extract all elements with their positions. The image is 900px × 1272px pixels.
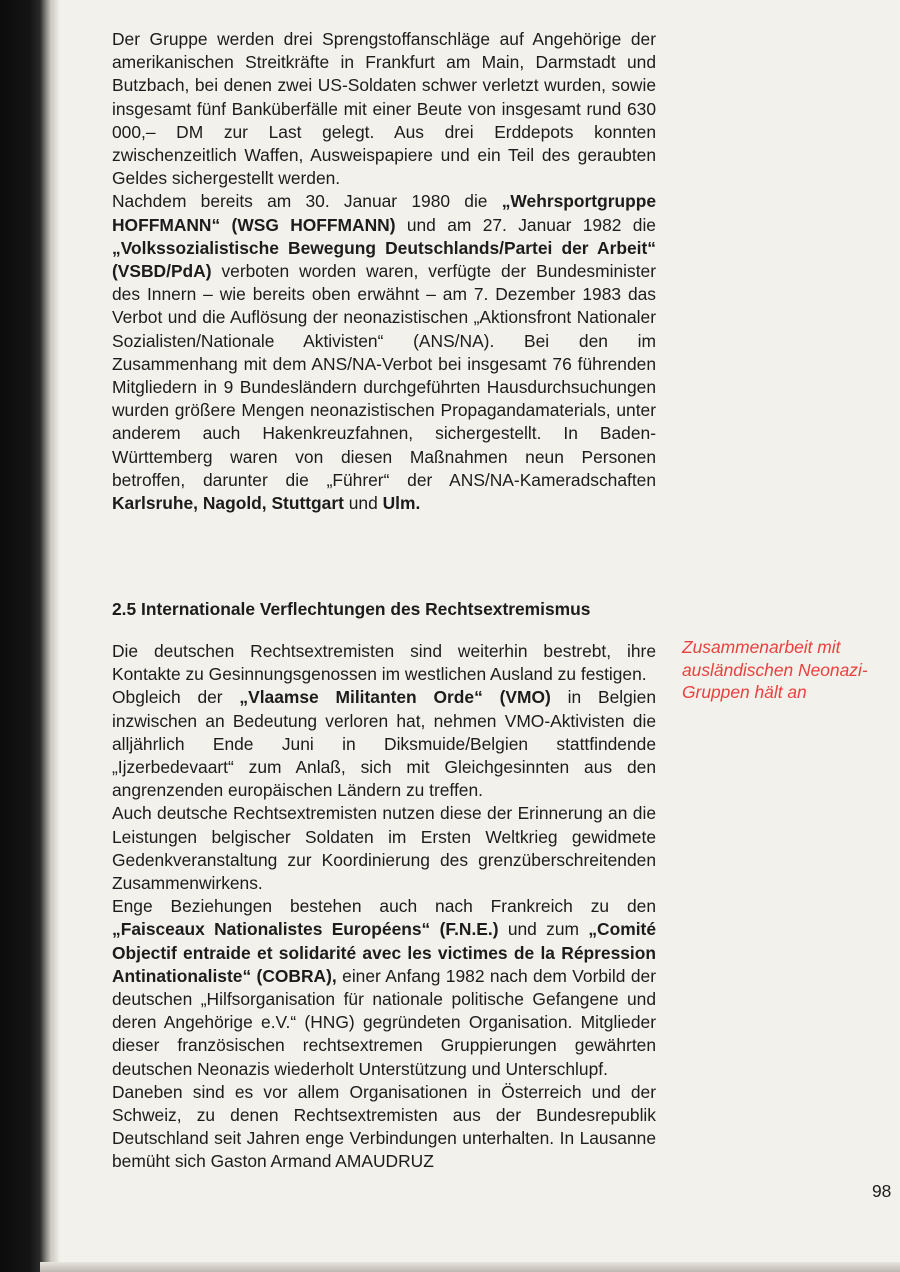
org-cobra: „Comité Objectif entraide et solidarité avec les victimes de la Répression Antinationaliste“ (COBRA), (112, 919, 656, 986)
paragraph-vmo: Obgleich der „Vlaamse Militanten Orde“ (VMO) in Belgien inzwischen an Bedeutung verloren hat, nehmen VMO-Aktivisten die alljährlich Ende Juni in Diksmuide/Belgien stattfindende „Ijzerbedevaart“ zum Anlaß, sich mit Gleichgesinnten aus den angrenzenden europäischen Ländern zu treffen. (112, 687, 657, 801)
section-heading: 2.5 Internationale Verflechtungen des Rechtsextremismus (112, 599, 591, 619)
section-1-text (112, 28, 656, 515)
book-binding-shadow (0, 0, 52, 1272)
paragraph-commemoration: Auch deutsche Rechtsextremisten nutzen diese der Erinnerung an die Leistungen belgischer Soldaten im Ersten Weltkrieg gewidmete Gedenkveranstaltung zur Koordinierung des grenzüberschreitenden Zusammenwirkens. (112, 803, 656, 894)
org-fne: „Faisceaux Nationalistes Européens“ (F.N.E.) (112, 919, 499, 940)
paragraph-attacks: Der Gruppe werden drei Sprengstoffanschläge auf Angehörige der amerikanischen Streitkräfte in Frankfurt am Main, Darmstadt und Butzbach, bei denen zwei US-Soldaten schwer verletzt wurden, sowie insgesamt fünf Banküberfälle mit einer Beute von insgesamt rund 630 000,– DM zur Last gelegt. Aus drei Erddepots konnten zwischenzeitlich Waffen, Ausweispapiere und ein Teil des geraubten Geldes sichergestellt werden. (112, 29, 656, 189)
page-fold (52, 0, 60, 1272)
paragraph-austria-switzerland: Daneben sind es vor allem Organisationen in Österreich und der Schweiz, zu denen Rechtsextremisten aus der Bundesrepublik Deutschland seit Jahren enge Verbindungen unterhalten. In Lausanne bemüht sich Gaston Armand AMAUDRUZ (112, 1081, 656, 1172)
cities-list: Karlsruhe, Nagold, Stuttgart (112, 493, 344, 514)
section-2-text (112, 640, 656, 1174)
org-vsbd-pda: „Volkssozialistische Bewegung Deutschlands/Partei der Arbeit“ (VSBD/PdA) (112, 237, 656, 282)
org-wsg-hoffmann: „Wehrsportgruppe HOFFMANN“ (WSG HOFFMANN) (112, 191, 656, 235)
page-bottom-edge (40, 1262, 900, 1272)
org-vmo: „Vlaamse Militanten Orde“ (VMO) (239, 687, 551, 708)
paragraph-france: Enge Beziehungen bestehen auch nach Frankreich zu den „Faisceaux Nationalistes Européens“ (F.N.E.) und zum „Comité Objectif entraide et solidarité avec les victimes de la Répression Antinationaliste“ (COBRA), einer Anfang 1982 nach dem Vorbild der deutschen „Hilfsorganisation für nationale politische Gefangene und deren Angehörige e.V.“ (HNG) gegründeten Organisation. Mitglieder dieser französischen rechtsextremen Gruppierungen gewährten deutschen Neonazis wiederholt Unterstützung und Unterschlupf. (112, 896, 656, 1079)
paragraph-bans: Nachdem bereits am 30. Januar 1980 die „Wehrsportgruppe HOFFMANN“ (WSG HOFFMANN) und am 27. Januar 1982 die „Volkssozialistische Bewegung Deutschlands/Partei der Arbeit“ (VSBD/PdA) verboten worden waren, verfügte der Bundesminister des Innern – wie bereits oben erwähnt – am 7. Dezember 1983 das Verbot und die Auflösung der neonazistischen „Aktionsfront Nationaler Sozialisten/Nationale Aktivisten“ (ANS/NA). Bei den im Zusammenhang mit dem ANS/NA-Verbot bei insgesamt 76 führenden Mitgliedern in 9 Bundesländern durchgeführten Hausdurchsuchungen wurden größere Mengen neonazistischen Propagandamaterials, unter anderem auch Hakenkreuzfahnen, sichergestellt. In Baden-Württemberg waren von diesen Maßnahmen neun Personen betroffen, darunter die „Führer“ der ANS/NA-Kameradschaften Karlsruhe, Nagold, Stuttgart und Ulm. (112, 191, 656, 514)
city-ulm: Ulm. (382, 493, 421, 514)
paragraph-contacts: Die deutschen Rechtsextremisten sind weiterhin bestrebt, ihre Kontakte zu Gesinnungsgenossen im westlichen Ausland zu festigen. (112, 641, 656, 685)
page-number: 98 (872, 1181, 892, 1201)
margin-note: Zusammenarbeit mit ausländischen Neonazi-Gruppen hält an (682, 637, 868, 703)
